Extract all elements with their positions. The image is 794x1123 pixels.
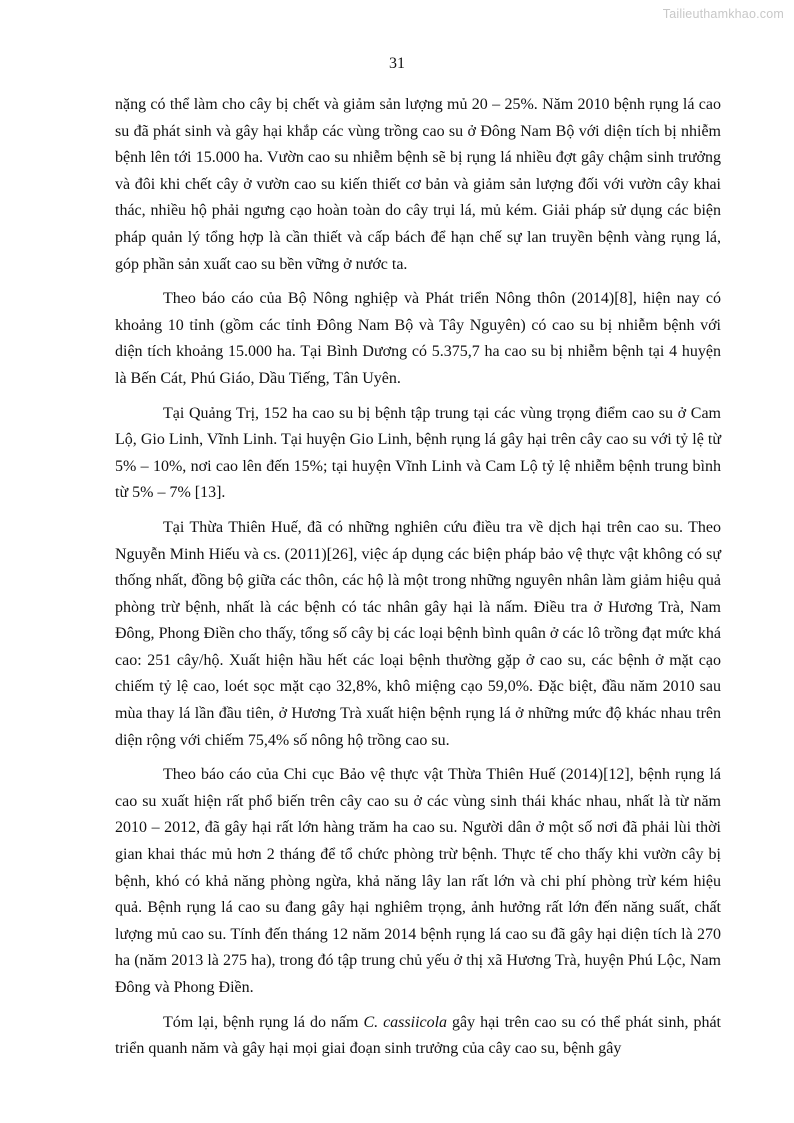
paragraph-6 <box>115 1010 721 1063</box>
paragraph-6-start: Tóm lại, bệnh rụng lá do nấm <box>163 1013 364 1031</box>
watermark-text: Tailieuthamkhao.com <box>662 7 784 21</box>
paragraph-5: Theo báo cáo của Chi cục Bảo vệ thực vật Thừa Thiên Huế (2014)[12], bệnh rụng lá cao su xuất hiện rất phổ biến trên cây cao su ở các vùng sinh thái khác nhau, nhất là từ năm 2010 – 2012, đã gây hại rất lớn hàng trăm ha cao su. Người dân ở một số nơi đã phải lùi thời gian khai thác mủ hơn 2 tháng để tổ chức phòng trừ bệnh. Thực tế cho thấy khi vườn cây bị bệnh, khó có khả năng phòng ngừa, khả năng lây lan rất lớn và chi phí phòng trừ kém hiệu quả. Bệnh rụng lá cao su đang gây hại nghiêm trọng, ảnh hưởng rất lớn đến năng suất, chất lượng mủ cao su. Tính đến tháng 12 năm 2014 bệnh rụng lá cao su đã gây hại diện tích là 270 ha (năm 2013 là 275 ha), trong đó tập trung chủ yếu ở thị xã Hương Trà, huyện Phú Lộc, Nam Đông và Phong Điền. <box>115 766 721 996</box>
paragraph-3: Tại Quảng Trị, 152 ha cao su bị bệnh tập trung tại các vùng trọng điểm cao su ở Cam Lộ, Gio Linh, Vĩnh Linh. Tại huyện Gio Linh, bệnh rụng lá gây hại trên cây cao su với tỷ lệ từ 5% – 10%, nơi cao lên đến 15%; tại huyện Vĩnh Linh và Cam Lộ tỷ lệ nhiễm bệnh trung bình từ 5% – 7% [13]. <box>115 404 721 502</box>
species-name: C. cassiicola <box>363 1013 448 1031</box>
page-number: 31 <box>389 55 405 72</box>
paragraph-6-end: gây hại trên cao su có thể phát sinh, phát triển quanh năm và gây hại mọi giai đoạn sinh trưởng của cây cao su, bệnh gây <box>115 1013 721 1058</box>
paragraph-4: Tại Thừa Thiên Huế, đã có những nghiên cứu điều tra về dịch hại trên cao su. Theo Nguyễn Minh Hiếu và cs. (2011)[26], việc áp dụng các biện pháp bảo vệ thực vật không có sự thống nhất, đồng bộ giữa các thôn, các hộ là một trong những nguyên nhân làm giảm hiệu quả phòng trừ bệnh, nhất là các bệnh có tác nhân gây hại là nấm. Điều tra ở Hương Trà, Nam Đông, Phong Điền cho thấy, tổng số cây bị các loại bệnh bình quân ở các lô trồng đạt mức khá cao: 251 cây/hộ. Xuất hiện hầu hết các loại bệnh thường gặp ở cao su, các bệnh ở mặt cạo chiếm tỷ lệ cao, loét sọc mặt cạo 32,8%, khô miệng cạo 59,0%. Đặc biệt, đầu năm 2010 sau mùa thay lá lần đầu tiên, ở Hương Trà xuất hiện bệnh rụng lá ở những mức độ khác nhau trên diện rộng với chiếm 75,4% số nông hộ trồng cao su. <box>115 518 721 749</box>
paragraph-2: Theo báo cáo của Bộ Nông nghiệp và Phát triển Nông thôn (2014)[8], hiện nay có khoảng 10 tỉnh (gồm các tỉnh Đông Nam Bộ và Tây Nguyên) có cao su bị nhiễm bệnh với diện tích khoảng 15.000 ha. Tại Bình Dương có 5.375,7 ha cao su bị nhiễm bệnh tại 4 huyện là Bến Cát, Phú Giáo, Dầu Tiếng, Tân Uyên. <box>115 290 721 387</box>
paragraph-1: nặng có thể làm cho cây bị chết và giảm sản lượng mủ 20 – 25%. Năm 2010 bệnh rụng lá cao su đã phát sinh và gây hại khắp các vùng trồng cao su ở Đông Nam Bộ với diện tích bị nhiễm bệnh lên tới 15.000 ha. Vườn cao su nhiễm bệnh sẽ bị rụng lá nhiều đợt gây chậm sinh trưởng và đôi khi chết cây ở vườn cao su kiến thiết cơ bản và giảm sản lượng đối với vườn cây khai thác, nhiều hộ phải ngưng cạo hoàn toàn do cây trụi lá, mủ kém. Giải pháp sử dụng các biện pháp quản lý tổng hợp là cần thiết và cấp bách để hạn chế sự lan truyền bệnh vàng rụng lá, góp phần sản xuất cao su bền vững ở nước ta. <box>115 96 721 273</box>
document-body <box>115 92 721 1071</box>
